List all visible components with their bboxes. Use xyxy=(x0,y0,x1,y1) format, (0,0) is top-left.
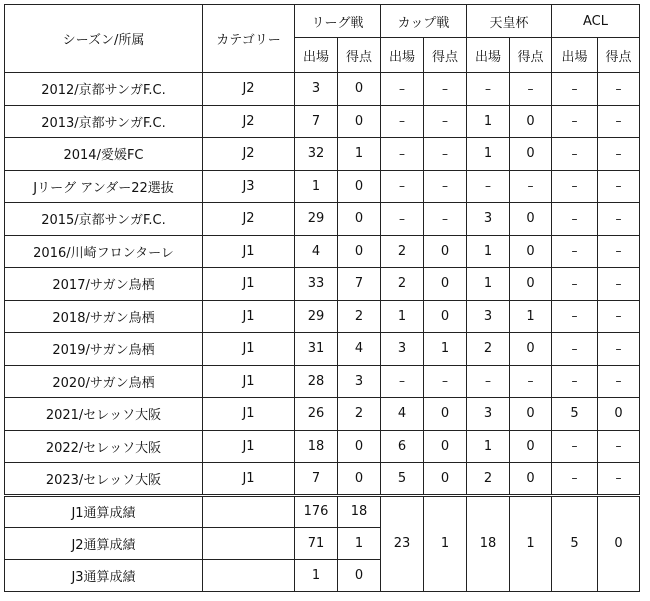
acl-goals-cell: – xyxy=(598,463,640,496)
acl-apps-cell: 5 xyxy=(552,398,598,431)
season-club-cell: 2014/愛媛FC xyxy=(5,138,203,171)
acl-apps-cell: – xyxy=(552,430,598,463)
emperors-cup-apps-cell: 1 xyxy=(467,268,510,301)
cup-apps-cell: 6 xyxy=(381,430,424,463)
table-row xyxy=(5,300,640,333)
cup-goals-cell: – xyxy=(424,365,467,398)
emperors-cup-apps-cell: 3 xyxy=(467,300,510,333)
league-apps-cell: 7 xyxy=(295,463,338,496)
cup-apps-cell: – xyxy=(381,203,424,236)
league-apps-cell: 31 xyxy=(295,333,338,366)
acl-apps-cell: – xyxy=(552,170,598,203)
table-header xyxy=(5,5,640,73)
table-row xyxy=(5,235,640,268)
category-cell: J2 xyxy=(203,105,295,138)
league-header: リーグ戦 xyxy=(295,5,381,38)
league-goals-cell: 3 xyxy=(338,365,381,398)
season-club-cell: 2022/セレッソ大阪 xyxy=(5,430,203,463)
league-goals-cell: 7 xyxy=(338,268,381,301)
emperors-cup-apps-cell: 3 xyxy=(467,398,510,431)
emperors-cup-apps-cell: – xyxy=(467,170,510,203)
category-cell: J1 xyxy=(203,398,295,431)
cup-apps-cell: 3 xyxy=(381,333,424,366)
league-goals-header: 得点 xyxy=(338,38,381,73)
season-club-cell: 2012/京都サンガF.C. xyxy=(5,73,203,106)
table-row xyxy=(5,398,640,431)
emperors-cup-apps-cell: 3 xyxy=(467,203,510,236)
cup-apps-cell: 2 xyxy=(381,235,424,268)
cup-apps-cell: – xyxy=(381,365,424,398)
total-category-blank-j2 xyxy=(203,527,295,559)
table-row xyxy=(5,203,640,236)
acl-apps-cell: – xyxy=(552,235,598,268)
acl-apps-header: 出場 xyxy=(552,38,598,73)
season-club-cell: 2016/川崎フロンターレ xyxy=(5,235,203,268)
cup-apps-cell: – xyxy=(381,73,424,106)
acl-apps-cell: – xyxy=(552,105,598,138)
cup-header: カップ戦 xyxy=(381,5,467,38)
total-cup-goals: 1 xyxy=(424,495,467,591)
league-goals-cell: 0 xyxy=(338,73,381,106)
acl-apps-cell: – xyxy=(552,463,598,496)
cup-goals-header: 得点 xyxy=(424,38,467,73)
category-cell: J2 xyxy=(203,73,295,106)
category-cell: J2 xyxy=(203,138,295,171)
season-club-cell: 2023/セレッソ大阪 xyxy=(5,463,203,496)
acl-apps-cell: – xyxy=(552,73,598,106)
total-label-j3: J3通算成績 xyxy=(5,559,203,591)
acl-goals-cell: – xyxy=(598,170,640,203)
cup-goals-cell: 0 xyxy=(424,268,467,301)
category-cell: J1 xyxy=(203,430,295,463)
league-goals-cell: 4 xyxy=(338,333,381,366)
cup-goals-cell: – xyxy=(424,203,467,236)
acl-goals-header: 得点 xyxy=(598,38,640,73)
emperors-cup-apps-cell: – xyxy=(467,73,510,106)
emperors-cup-goals-cell: 0 xyxy=(510,430,552,463)
category-cell: J1 xyxy=(203,463,295,496)
table-row xyxy=(5,73,640,106)
cup-goals-cell: – xyxy=(424,105,467,138)
table-row xyxy=(5,138,640,171)
league-goals-cell: 2 xyxy=(338,398,381,431)
league-apps-cell: 18 xyxy=(295,430,338,463)
emperors-cup-goals-cell: 0 xyxy=(510,203,552,236)
cup-goals-cell: 0 xyxy=(424,398,467,431)
season-rows xyxy=(5,73,640,496)
total-league-apps-j2: 71 xyxy=(295,527,338,559)
emperors-cup-goals-cell: 0 xyxy=(510,235,552,268)
season-club-cell: Jリーグ アンダー22選抜 xyxy=(5,170,203,203)
cup-apps-cell: 1 xyxy=(381,300,424,333)
table-row xyxy=(5,365,640,398)
emperors-cup-goals-cell: 0 xyxy=(510,333,552,366)
league-apps-cell: 4 xyxy=(295,235,338,268)
league-apps-cell: 7 xyxy=(295,105,338,138)
total-label-j2: J2通算成績 xyxy=(5,527,203,559)
season-club-cell: 2015/京都サンガF.C. xyxy=(5,203,203,236)
emperors-cup-goals-cell: 1 xyxy=(510,300,552,333)
season-club-cell: 2021/セレッソ大阪 xyxy=(5,398,203,431)
category-cell: J1 xyxy=(203,300,295,333)
table-row xyxy=(5,268,640,301)
league-apps-cell: 28 xyxy=(295,365,338,398)
acl-goals-cell: – xyxy=(598,203,640,236)
league-apps-cell: 33 xyxy=(295,268,338,301)
season-club-cell: 2017/サガン鳥栖 xyxy=(5,268,203,301)
table-row xyxy=(5,105,640,138)
cup-apps-cell: – xyxy=(381,170,424,203)
league-apps-cell: 26 xyxy=(295,398,338,431)
emperors-cup-goals-cell: 0 xyxy=(510,463,552,496)
category-cell: J2 xyxy=(203,203,295,236)
league-goals-cell: 0 xyxy=(338,203,381,236)
season-club-cell: 2013/京都サンガF.C. xyxy=(5,105,203,138)
total-emperors-cup-apps: 18 xyxy=(467,495,510,591)
emperors-cup-apps-header: 出場 xyxy=(467,38,510,73)
cup-goals-cell: 0 xyxy=(424,430,467,463)
season-club-cell: 2019/サガン鳥栖 xyxy=(5,333,203,366)
season-club-header: シーズン/所属 xyxy=(5,5,203,73)
acl-apps-cell: – xyxy=(552,203,598,236)
total-acl-goals: 0 xyxy=(598,495,640,591)
acl-apps-cell: – xyxy=(552,268,598,301)
table-row xyxy=(5,430,640,463)
category-cell: J1 xyxy=(203,268,295,301)
league-goals-cell: 0 xyxy=(338,105,381,138)
emperors-cup-goals-header: 得点 xyxy=(510,38,552,73)
league-goals-cell: 0 xyxy=(338,430,381,463)
emperors-cup-goals-cell: 0 xyxy=(510,138,552,171)
emperors-cup-apps-cell: – xyxy=(467,365,510,398)
cup-goals-cell: – xyxy=(424,73,467,106)
league-apps-cell: 3 xyxy=(295,73,338,106)
emperors-cup-apps-cell: 1 xyxy=(467,138,510,171)
cup-goals-cell: – xyxy=(424,138,467,171)
totals-section xyxy=(5,495,640,591)
cup-apps-cell: 5 xyxy=(381,463,424,496)
acl-apps-cell: – xyxy=(552,333,598,366)
acl-goals-cell: – xyxy=(598,73,640,106)
league-goals-cell: 0 xyxy=(338,235,381,268)
table-row xyxy=(5,463,640,496)
acl-goals-cell: 0 xyxy=(598,398,640,431)
category-cell: J3 xyxy=(203,170,295,203)
total-league-apps-j3: 1 xyxy=(295,559,338,591)
league-apps-cell: 1 xyxy=(295,170,338,203)
total-cup-apps: 23 xyxy=(381,495,424,591)
total-league-goals-j1: 18 xyxy=(338,495,381,527)
cup-goals-cell: 0 xyxy=(424,235,467,268)
total-category-blank-j1 xyxy=(203,495,295,527)
league-goals-cell: 1 xyxy=(338,138,381,171)
league-goals-cell: 0 xyxy=(338,463,381,496)
category-cell: J1 xyxy=(203,365,295,398)
acl-goals-cell: – xyxy=(598,430,640,463)
emperors-cup-goals-cell: – xyxy=(510,365,552,398)
cup-apps-cell: – xyxy=(381,138,424,171)
total-emperors-cup-goals: 1 xyxy=(510,495,552,591)
cup-goals-cell: 0 xyxy=(424,300,467,333)
season-club-cell: 2018/サガン鳥栖 xyxy=(5,300,203,333)
category-header: カテゴリー xyxy=(203,5,295,73)
league-goals-cell: 0 xyxy=(338,170,381,203)
acl-apps-cell: – xyxy=(552,365,598,398)
cup-goals-cell: 0 xyxy=(424,463,467,496)
total-league-goals-j2: 1 xyxy=(338,527,381,559)
league-apps-header: 出場 xyxy=(295,38,338,73)
total-acl-apps: 5 xyxy=(552,495,598,591)
emperors-cup-apps-cell: 1 xyxy=(467,235,510,268)
emperors-cup-goals-cell: 0 xyxy=(510,268,552,301)
acl-goals-cell: – xyxy=(598,268,640,301)
totals-row-j1 xyxy=(5,495,640,527)
league-apps-cell: 29 xyxy=(295,203,338,236)
cup-apps-header: 出場 xyxy=(381,38,424,73)
acl-goals-cell: – xyxy=(598,105,640,138)
league-apps-cell: 29 xyxy=(295,300,338,333)
acl-goals-cell: – xyxy=(598,333,640,366)
total-league-apps-j1: 176 xyxy=(295,495,338,527)
emperors-cup-apps-cell: 1 xyxy=(467,430,510,463)
cup-apps-cell: 2 xyxy=(381,268,424,301)
league-goals-cell: 2 xyxy=(338,300,381,333)
emperors-cup-goals-cell: 0 xyxy=(510,398,552,431)
cup-apps-cell: – xyxy=(381,105,424,138)
acl-goals-cell: – xyxy=(598,235,640,268)
cup-goals-cell: – xyxy=(424,170,467,203)
emperors-cup-header: 天皇杯 xyxy=(467,5,552,38)
career-stats-table xyxy=(4,4,640,592)
acl-goals-cell: – xyxy=(598,365,640,398)
league-apps-cell: 32 xyxy=(295,138,338,171)
emperors-cup-goals-cell: 0 xyxy=(510,105,552,138)
cup-goals-cell: 1 xyxy=(424,333,467,366)
emperors-cup-apps-cell: 2 xyxy=(467,333,510,366)
total-league-goals-j3: 0 xyxy=(338,559,381,591)
total-category-blank-j3 xyxy=(203,559,295,591)
total-label-j1: J1通算成績 xyxy=(5,495,203,527)
acl-header: ACL xyxy=(552,5,640,38)
season-club-cell: 2020/サガン鳥栖 xyxy=(5,365,203,398)
acl-apps-cell: – xyxy=(552,300,598,333)
category-cell: J1 xyxy=(203,333,295,366)
emperors-cup-apps-cell: 1 xyxy=(467,105,510,138)
acl-apps-cell: – xyxy=(552,138,598,171)
emperors-cup-apps-cell: 2 xyxy=(467,463,510,496)
emperors-cup-goals-cell: – xyxy=(510,170,552,203)
acl-goals-cell: – xyxy=(598,300,640,333)
emperors-cup-goals-cell: – xyxy=(510,73,552,106)
cup-apps-cell: 4 xyxy=(381,398,424,431)
table-row xyxy=(5,333,640,366)
category-cell: J1 xyxy=(203,235,295,268)
table-row xyxy=(5,170,640,203)
acl-goals-cell: – xyxy=(598,138,640,171)
